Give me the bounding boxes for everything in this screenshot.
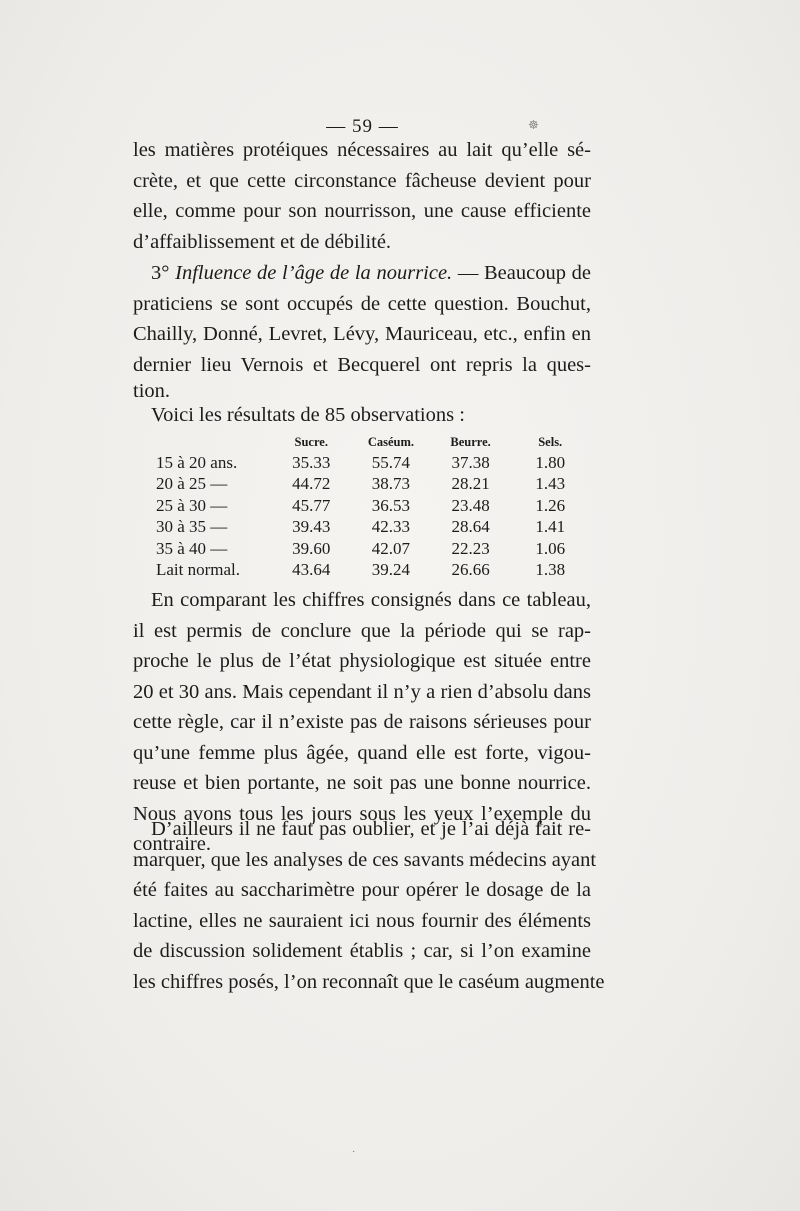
section-heading-title: Influence de l’âge de la nourrice. (175, 262, 453, 284)
table-cell: 39.24 (371, 560, 411, 580)
text-line: lactine, elles ne sauraient ici nous fournir des éléments (133, 909, 591, 932)
table-cell: 30 à 35 — (156, 517, 228, 537)
text-line: elle, comme pour son nourrisson, une cause efficiente (133, 200, 591, 222)
text-line: de discussion solidement établis ; car, si l’on examine (133, 940, 591, 962)
text-line: En comparant les chiffres consignés dans ce tableau, (151, 589, 591, 611)
table-cell: 28.21 (451, 474, 490, 494)
table-row (150, 560, 590, 582)
table-cell: 37.38 (451, 452, 490, 472)
text-line: d’affaiblissement et de débilité. (133, 230, 392, 253)
text-line: tion. (133, 380, 171, 402)
table-cell: 1.26 (535, 495, 566, 515)
table-cell: 45.77 (292, 495, 331, 515)
text-line: D’ailleurs il ne faut pas oublier, et je l’ai déjà fait re- (151, 818, 591, 840)
table-cell: 35.33 (292, 452, 331, 472)
table-cell: 55.74 (371, 452, 411, 472)
table-header-cell (150, 432, 271, 452)
text-line: dernier lieu Vernois et Becquerel ont repris la ques- (133, 353, 591, 376)
text-line: les matières protéiques nécessaires au lait qu’elle sé- (133, 139, 591, 161)
text-line: été faites au saccharimètre pour opérer le dosage de la (133, 879, 591, 901)
table-header-cell: Beurre. (450, 434, 491, 449)
table-row (150, 538, 590, 560)
table-cell: 38.73 (371, 474, 411, 494)
table-cell: 25 à 30 — (156, 495, 228, 515)
observations-table (150, 432, 590, 581)
section-heading-line (133, 258, 591, 289)
text-line: proche le plus de l’état physiologique est située entre (133, 650, 591, 672)
text-line: Chailly, Donné, Levret, Lévy, Mauriceau, etc., enfin en (133, 323, 591, 345)
table-cell: 1.43 (535, 474, 566, 494)
table-cell: 1.06 (535, 538, 566, 558)
bottom-speck: · (352, 1147, 356, 1158)
text-line: Nous avons tous les jours sous les yeux l’exemple du (133, 802, 591, 825)
page-number: — 59 — (326, 116, 399, 137)
table-row (150, 474, 590, 496)
paragraph-analysis (133, 814, 605, 997)
section-number: 3° (151, 262, 170, 284)
table-row (150, 517, 590, 539)
table-header-row (150, 432, 590, 452)
text-line: contraire. (133, 833, 211, 855)
table-header-cell: Sels. (538, 434, 563, 449)
text-line: crète, et que cette circonstance fâcheuse devient pour (133, 169, 591, 192)
text-line: marquer, que les analyses de ces savants médecins ayant (133, 848, 597, 871)
text-line: 20 et 30 ans. Mais cependant il n’y a rien d’absolu dans (133, 680, 591, 703)
table-row (150, 452, 590, 474)
table-cell: 26.66 (451, 560, 490, 580)
paragraph-continuation (133, 135, 591, 257)
text-line: il est permis de conclure que la période qui se rap- (133, 619, 591, 642)
text-line: cette règle, car il n’existe pas de raisons sérieuses pour (133, 711, 591, 733)
table-cell: 44.72 (292, 474, 331, 494)
table-cell: 20 à 25 — (156, 474, 228, 494)
table-cell: 42.33 (371, 517, 411, 537)
table-cell: 36.53 (371, 495, 411, 515)
text-line: les chiffres posés, l’on reconnaît que le caséum augmente (133, 970, 605, 993)
table-cell: 1.38 (535, 560, 566, 580)
table-row (150, 495, 590, 517)
table-cell: Lait normal. (156, 560, 241, 580)
section-heading-rest: — Beaucoup de (452, 262, 591, 284)
corner-stamp-mark: ☸ (528, 118, 539, 132)
table-header-cell: Caséum. (367, 434, 414, 449)
table-cell: 35 à 40 — (156, 538, 228, 558)
table-cell: 42.07 (371, 538, 411, 558)
table-cell: 1.80 (535, 452, 566, 472)
table-cell: 1.41 (535, 517, 566, 537)
table-cell: 39.60 (292, 538, 331, 558)
table-cell: 22.23 (451, 538, 490, 558)
text-line: reuse et bien portante, ne soit pas une bonne nourrice. (133, 772, 591, 794)
table-cell: 23.48 (451, 495, 490, 515)
table-cell: 39.43 (292, 517, 331, 537)
table-cell: 15 à 20 ans. (156, 452, 238, 472)
text-line: qu’une femme plus âgée, quand elle est forte, vigou- (133, 741, 591, 764)
text-line: praticiens se sont occupés de cette question. Bouchut, (133, 292, 591, 315)
text-line: Voici les résultats de 85 observations : (151, 404, 465, 426)
table-cell: 28.64 (451, 517, 490, 537)
section-age-of-nurse (133, 258, 591, 428)
table-header-cell: Sucre. (294, 434, 328, 449)
table-cell: 43.64 (292, 560, 331, 580)
